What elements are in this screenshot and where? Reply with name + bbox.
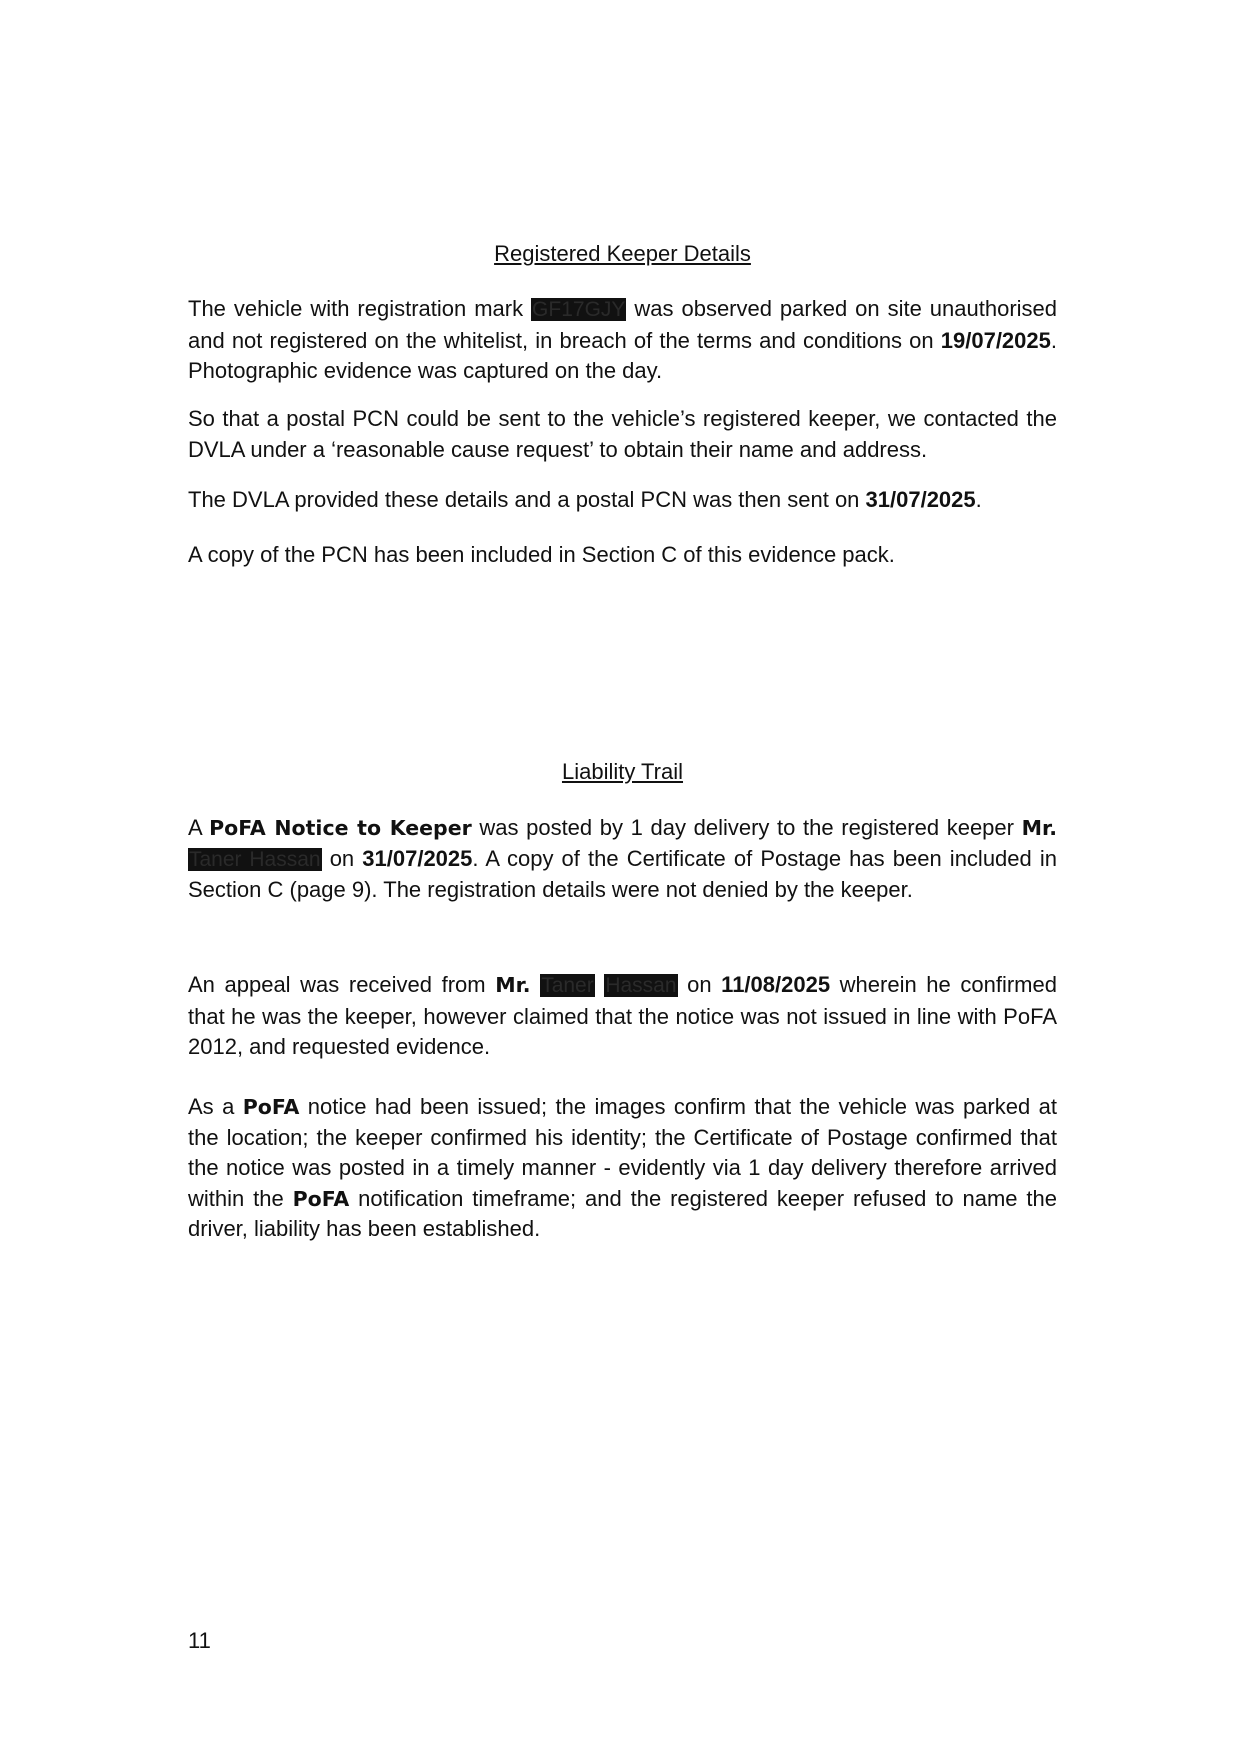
liability-conclusion-paragraph [188,1092,1057,1245]
appeal-paragraph [188,970,1057,1063]
text: . [975,487,982,512]
appellant-title: Mr. [495,973,531,997]
text: The DVLA provided these details and a postal PCN was then sent on [188,487,866,512]
pofa-bold: PoFA [242,1095,300,1119]
text: . Photographic evidence was captured on the day. [188,327,1057,383]
pcn-sent-date: 31/07/2025 [865,487,976,512]
registration-paragraph [188,294,1057,387]
text: . A copy of the Certificate of Postage has been included in Section C (page 9). The registration details were not denied by the keeper. [188,845,1057,902]
pcn-sent-paragraph [188,485,1057,516]
text: The vehicle with registration mark [188,296,532,321]
text: wherein he confirmed that he was the keeper, however claimed that the notice was not issued in line with PoFA 2012, and requested evidence. [188,972,1057,1059]
notice-posted-date: 31/07/2025 [362,845,473,871]
pcn-copy-paragraph: A copy of the PCN has been included in Section C of this evidence pack. [188,542,895,567]
appeal-date: 11/08/2025 [721,972,831,997]
page-number: 11 [188,1628,211,1653]
text: A [188,815,210,840]
text: was posted by 1 day delivery to the registered keeper [471,815,1022,840]
redacted-first-name: Taner [541,974,594,997]
redacted-keeper-name: Taner Hassan [189,847,321,871]
text: An appeal was received from [188,972,496,997]
pofa-bold: PoFA [292,1186,350,1211]
liability-trail-heading: Liability Trail [561,759,684,784]
text: on [677,972,722,997]
text: notification timeframe; and the registered keeper refused to name the driver, liability has been established. [188,1185,1058,1241]
text: As a [188,1094,243,1119]
text: was observed parked on site unauthorised and not registered on the whitelist, in breach of the terms and conditions on [188,296,1058,353]
text: notice had been issued; the images confirm that the vehicle was parked at the location; the keeper confirmed his identity; the Certificate of Postage confirmed that the notice was posted in a timely manner - evidently via 1 day delivery therefore arrived within the [188,1094,1057,1211]
redacted-last-name: Hassan [605,974,677,997]
registered-keeper-details-heading: Registered Keeper Details [494,241,751,266]
keeper-title: Mr. [1021,816,1057,840]
contravention-date: 19/07/2025 [940,327,1051,353]
text: on [321,845,363,871]
redacted-registration-mark: GF17GJY [532,298,626,321]
dvla-request-paragraph: So that a postal PCN could be sent to the vehicle’s registered keeper, we contacted the DVLA under a ‘reasonable cause request’ to obtain their name and address. [188,406,1057,462]
notice-to-keeper-paragraph [188,813,1057,906]
pofa-notice-to-keeper: PoFA Notice to Keeper [209,816,472,840]
